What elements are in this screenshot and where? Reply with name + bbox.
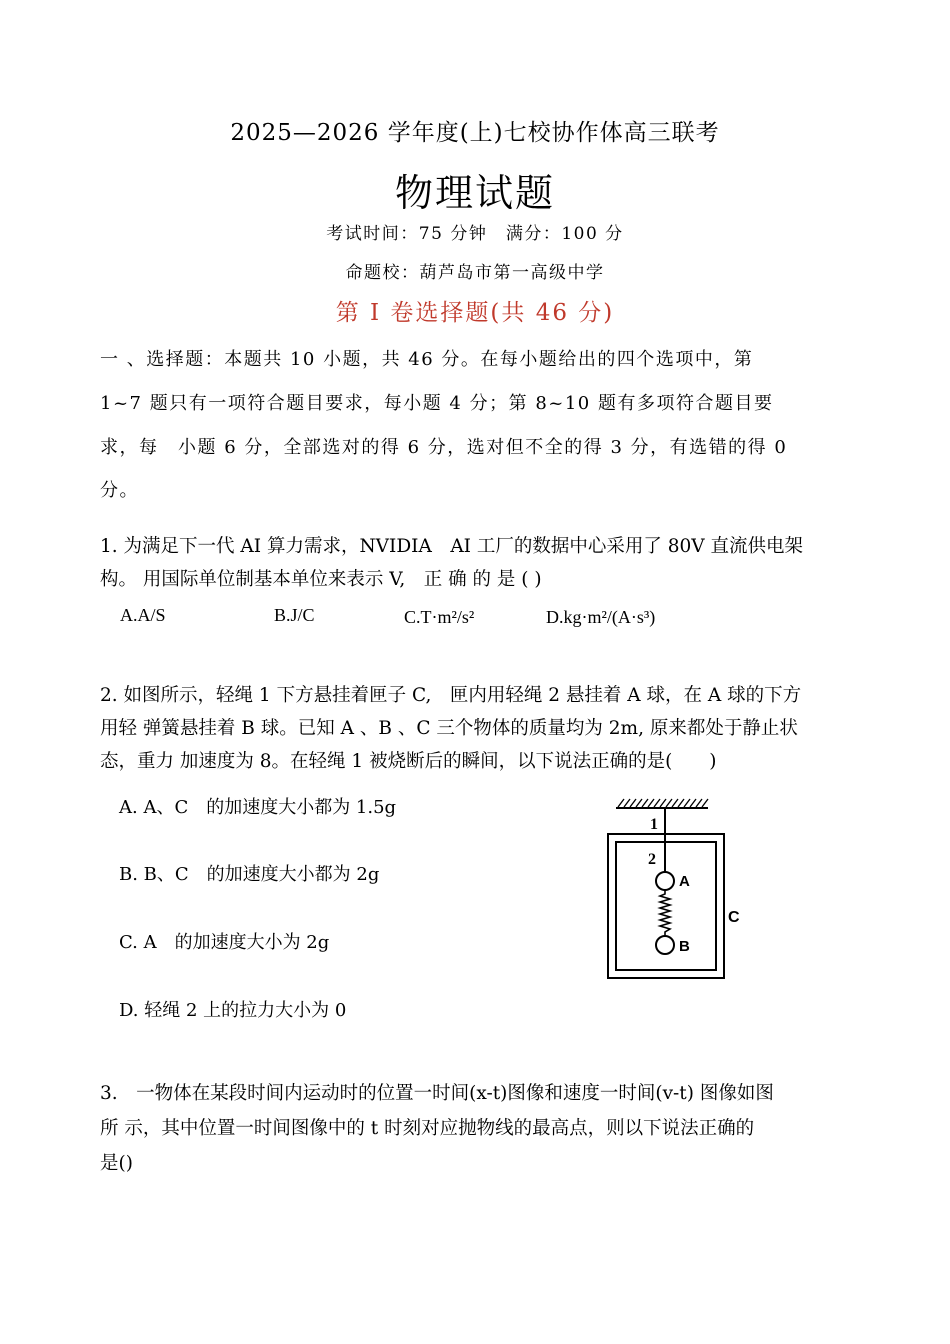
q1-option-a: A.A/S [120, 605, 166, 625]
label-ball-a: A [679, 873, 690, 890]
q1-option-d: D.kg·m²/(A·s³) [546, 607, 656, 627]
exam-line: 2025—2026 学年度(上)七校协作体高三联考 [230, 120, 720, 146]
q2-option-c: C. A 的加速度大小为 2g [119, 932, 330, 953]
question-2-text: 2. 如图所示，轻绳 1 下方悬挂着匣子 C, 匣内用轻绳 2 悬挂着 A 球，在 A 球的下方 [100, 685, 802, 706]
school-info: 命题校：葫芦岛市第一高级中学 [345, 263, 605, 283]
instruction-line: 求，每 小题 6 分，全部选对的得 6 分，选对但不全的得 3 分，有选错的得 0 [100, 437, 788, 458]
q1-option-b: B.J/C [274, 605, 315, 625]
question-1-text: 1. 为满足下一代 AI 算力需求，NVIDIA AI 工厂的数据中心采用了 80V 直流供电架 [100, 536, 804, 557]
exam-time-info: 考试时间：75 分钟 满分：100 分 [326, 224, 624, 244]
q1-option-c: C.T·m²/s² [404, 607, 475, 627]
spring [660, 890, 670, 936]
q2-figure [600, 796, 760, 986]
section-title: 第 I 卷选择题(共 46 分) [335, 300, 615, 326]
ball-a [656, 872, 674, 890]
label-rope-1: 1 [650, 816, 658, 833]
instruction-line: 1~7 题只有一项符合题目要求，每小题 4 分；第 8~10 题有多项符合题目要 [100, 393, 774, 414]
q2-option-d: D. 轻绳 2 上的拉力大小为 0 [119, 1000, 347, 1021]
label-rope-2: 2 [648, 851, 656, 868]
page-title: 物理试题 [394, 171, 555, 215]
question-3-text: 3. 一物体在某段时间内运动时的位置一时间(x-t)图像和速度一时间(v-t) 图像如图 [100, 1083, 774, 1104]
question-2-text: 态，重力 加速度为 8。在轻绳 1 被烧断后的瞬间，以下说法正确的是( ) [100, 751, 717, 772]
q2-option-b: B. B、C 的加速度大小都为 2g [119, 864, 380, 885]
label-ball-b: B [679, 938, 690, 955]
instruction-line: 分。 [100, 480, 139, 501]
q2-option-a: A. A、C 的加速度大小都为 1.5g [119, 797, 397, 818]
question-3-text: 所 示，其中位置一时间图像中的 t 时刻对应抛物线的最高点，则以下说法正确的 [100, 1118, 755, 1139]
question-1-text: 构。 用国际单位制基本单位来表示 V, 正 确 的 是 ( ) [100, 569, 542, 590]
question-3-text: 是() [100, 1153, 133, 1174]
question-2-text: 用轻 弹簧悬挂着 B 球。已知 A 、B 、C 三个物体的质量均为 2m, 原来都处于静止状 [100, 718, 798, 739]
ball-b [656, 936, 674, 954]
label-box-c: C [728, 909, 740, 926]
ceiling [616, 799, 708, 808]
instruction-line: 一 、选择题：本题共 10 小题，共 46 分。在每小题给出的四个选项中，第 [100, 349, 754, 370]
